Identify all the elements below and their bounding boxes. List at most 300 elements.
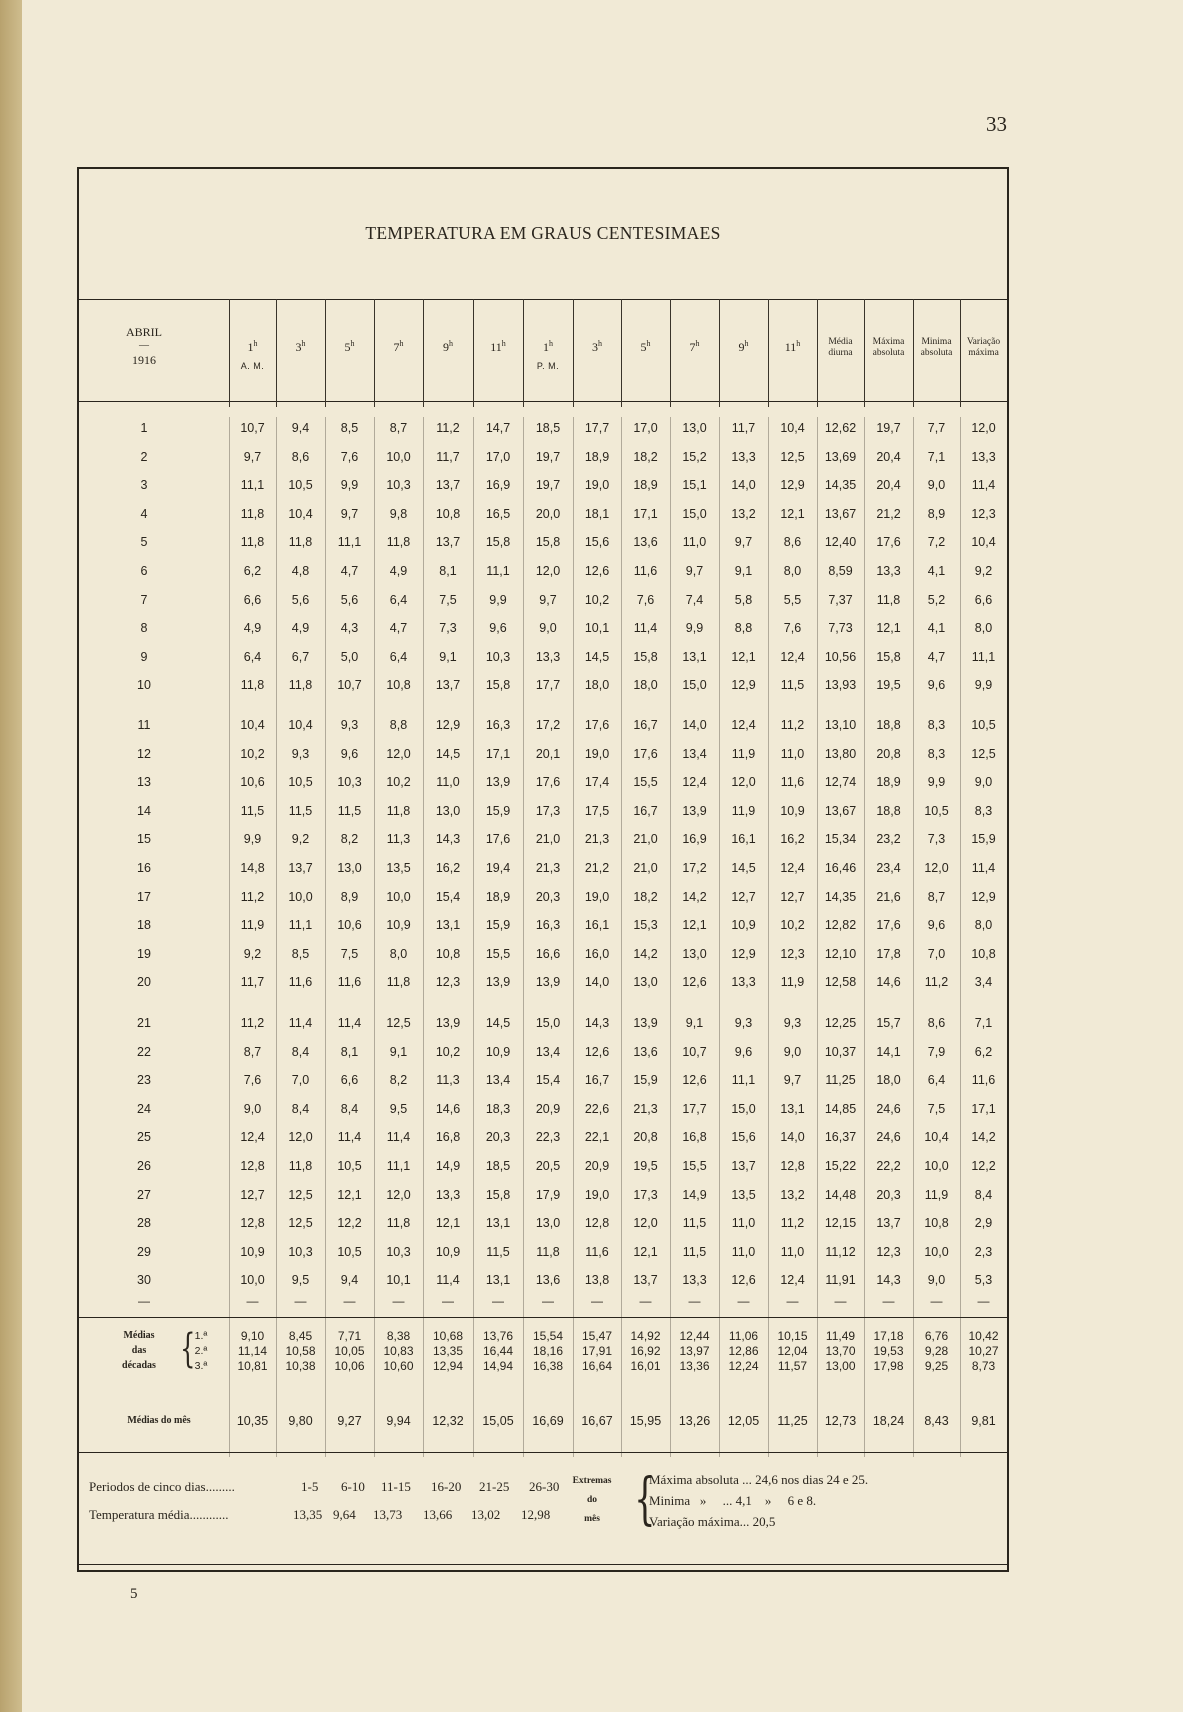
table-cell: 12,74 bbox=[824, 775, 857, 790]
table-cell: 22,3 bbox=[535, 1130, 561, 1145]
table-cell: 11,2 bbox=[240, 1016, 265, 1030]
hour-number: 3 bbox=[295, 340, 302, 354]
day-number: 1 bbox=[140, 421, 148, 435]
table-cell: 7,37 bbox=[828, 592, 853, 607]
decade-cell: 17,18 bbox=[873, 1329, 904, 1343]
table-cell: 14,1 bbox=[876, 1044, 901, 1059]
dash-cell: — bbox=[138, 1294, 150, 1308]
table-cell: 10,9 bbox=[435, 1244, 461, 1259]
table-cell: 11,8 bbox=[288, 1159, 313, 1173]
decade-cell: 12,86 bbox=[728, 1344, 759, 1358]
table-cell: 21,2 bbox=[876, 506, 901, 521]
table-cell: 9,7 bbox=[539, 592, 557, 607]
table-cell: 11,6 bbox=[971, 1073, 996, 1088]
header-variacao-maxima-2: máxima bbox=[968, 348, 999, 358]
table-cell: 17,1 bbox=[485, 746, 511, 761]
hour-suffix: h bbox=[253, 339, 258, 348]
table-cell: 10,4 bbox=[971, 535, 996, 550]
table-cell: 14,5 bbox=[584, 649, 610, 664]
day-number: 17 bbox=[137, 889, 151, 904]
table-cell: 15,6 bbox=[731, 1130, 756, 1145]
table-cell: 7,3 bbox=[439, 621, 457, 636]
table-cell: 10,5 bbox=[924, 803, 949, 818]
table-cell: 9,7 bbox=[783, 1073, 802, 1088]
table-cell: 17,4 bbox=[584, 775, 610, 790]
table-cell: 10,8 bbox=[924, 1216, 949, 1231]
table-cell: 11,2 bbox=[240, 889, 265, 904]
table-cell: 15,1 bbox=[682, 478, 707, 493]
table-cell: 7,4 bbox=[685, 592, 704, 607]
decade-cell: 9,10 bbox=[240, 1329, 265, 1343]
table-cell: 20,5 bbox=[535, 1159, 561, 1173]
table-cell: 13,1 bbox=[435, 918, 461, 933]
table-cell: 10,4 bbox=[288, 718, 313, 732]
table-cell: 10,0 bbox=[924, 1244, 949, 1259]
table-cell: 10,5 bbox=[971, 718, 996, 732]
month-mean-cell: 9,80 bbox=[288, 1414, 313, 1428]
table-cell: 19,7 bbox=[876, 421, 901, 435]
table-cell: 11,8 bbox=[240, 678, 265, 693]
table-cell: 4,7 bbox=[927, 649, 946, 664]
table-cell: 14,85 bbox=[824, 1101, 857, 1116]
table-cell: 8,2 bbox=[340, 832, 359, 847]
table-cell: 7,0 bbox=[291, 1073, 310, 1088]
day-number: 21 bbox=[137, 1016, 151, 1030]
table-cell: 17,2 bbox=[682, 861, 707, 875]
period-temp: 9,64 bbox=[333, 1507, 356, 1522]
table-cell: 12,6 bbox=[731, 1273, 756, 1288]
table-cell: 24,6 bbox=[876, 1101, 901, 1116]
month-mean-cell: 11,25 bbox=[777, 1414, 808, 1428]
decade-cell: 12,94 bbox=[432, 1359, 464, 1373]
table-cell: 7,2 bbox=[927, 535, 946, 550]
table-cell: 11,0 bbox=[780, 1244, 805, 1259]
table-cell: 10,6 bbox=[240, 775, 265, 790]
month-mean-cell: 15,05 bbox=[482, 1414, 514, 1428]
table-cell: 13,3 bbox=[535, 649, 561, 664]
day-number: 9 bbox=[140, 649, 148, 664]
decade-cell: 16,01 bbox=[630, 1359, 661, 1373]
table-cell: 8,4 bbox=[291, 1101, 310, 1116]
dash-cell: — bbox=[294, 1294, 307, 1308]
table-cell: 12,1 bbox=[337, 1187, 362, 1202]
table-cell: 11,9 bbox=[924, 1187, 949, 1202]
table-cell: 6,4 bbox=[243, 649, 262, 664]
table-cell: 11,7 bbox=[436, 449, 460, 464]
signature-mark: 5 bbox=[130, 1586, 138, 1602]
table-cell: 13,0 bbox=[535, 1216, 561, 1231]
decade-cell: 13,35 bbox=[432, 1344, 464, 1358]
table-cell: 5,6 bbox=[340, 592, 359, 607]
table-cell: 4,7 bbox=[389, 621, 408, 636]
table-cell: 10,2 bbox=[240, 746, 265, 761]
table-cell: 14,3 bbox=[584, 1016, 610, 1030]
table-cell: 18,3 bbox=[485, 1101, 511, 1116]
table-cell: 7,6 bbox=[783, 621, 802, 636]
table-cell: 15,9 bbox=[633, 1073, 658, 1088]
day-number: 18 bbox=[137, 918, 151, 933]
month-mean-cell: 15,95 bbox=[629, 1414, 662, 1428]
table-cell: 13,69 bbox=[824, 449, 857, 464]
dash-cell: — bbox=[977, 1294, 990, 1308]
table-cell: 14,35 bbox=[824, 889, 857, 904]
hour-suffix: h bbox=[695, 339, 700, 348]
dash-cell: — bbox=[492, 1294, 504, 1308]
table-cell: 12,4 bbox=[731, 718, 756, 732]
table-cell: 13,10 bbox=[824, 718, 857, 732]
table-cell: 18,9 bbox=[584, 449, 610, 464]
decade-label-3: décadas bbox=[122, 1360, 156, 1371]
table-cell: 14,2 bbox=[633, 946, 658, 961]
table-cell: 14,35 bbox=[824, 478, 857, 493]
table-cell: 11,8 bbox=[240, 506, 265, 521]
table-cell: 13,1 bbox=[485, 1273, 511, 1288]
table-cell: 8,3 bbox=[974, 803, 993, 818]
table-cell: 15,8 bbox=[633, 649, 658, 664]
table-cell: 11,3 bbox=[386, 832, 411, 847]
table-cell: 11,4 bbox=[337, 1130, 362, 1145]
header-month-rule: — bbox=[139, 340, 149, 351]
table-cell: 16,8 bbox=[682, 1130, 707, 1145]
table-cell: 11,8 bbox=[386, 535, 411, 550]
table-cell: 9,6 bbox=[340, 746, 359, 761]
table-cell: 17,6 bbox=[876, 535, 901, 550]
decade-cell: 13,00 bbox=[825, 1359, 856, 1373]
table-cell: 13,80 bbox=[824, 746, 857, 761]
table-cell: 12,58 bbox=[824, 975, 857, 990]
table-cell: 16,3 bbox=[535, 918, 561, 933]
header-media-diurna-1: Média bbox=[828, 337, 853, 347]
dash-cell: — bbox=[882, 1294, 895, 1308]
table-cell: 12,0 bbox=[535, 564, 561, 578]
table-cell: 13,2 bbox=[780, 1187, 805, 1202]
table-cell: 7,0 bbox=[927, 946, 946, 961]
page-number: 33 bbox=[986, 112, 1007, 136]
table-cell: 9,9 bbox=[243, 832, 262, 847]
table-cell: 7,6 bbox=[636, 592, 655, 607]
table-cell: 4,7 bbox=[340, 564, 359, 578]
day-number: 4 bbox=[140, 506, 148, 521]
table-cell: 21,0 bbox=[633, 861, 658, 875]
day-number: 11 bbox=[137, 718, 151, 732]
table-cell: 15,0 bbox=[682, 506, 707, 521]
decade-cell: 17,91 bbox=[581, 1344, 613, 1358]
table-cell: 15,0 bbox=[535, 1016, 561, 1030]
table-cell: 17,6 bbox=[876, 918, 901, 933]
decade-cell: 19,53 bbox=[873, 1344, 904, 1358]
table-cell: 11,5 bbox=[240, 803, 265, 818]
decade-cell: 18,16 bbox=[532, 1344, 564, 1358]
table-cell: 5,5 bbox=[783, 592, 802, 607]
period-temp: 13,35 bbox=[293, 1507, 323, 1522]
decade-cell: 10,05 bbox=[334, 1344, 365, 1358]
table-cell: 15,8 bbox=[876, 649, 901, 664]
decade-cell: 16,64 bbox=[581, 1359, 613, 1373]
table-cell: 9,5 bbox=[389, 1101, 408, 1116]
table-cell: 16,2 bbox=[435, 861, 461, 875]
table-cell: 12,0 bbox=[731, 775, 756, 790]
hour-number: 3 bbox=[592, 340, 598, 354]
table-cell: 14,9 bbox=[435, 1159, 461, 1173]
day-number: 23 bbox=[137, 1073, 151, 1088]
table-cell: 14,2 bbox=[682, 889, 707, 904]
table-cell: 13,9 bbox=[535, 975, 561, 990]
table-cell: 9,9 bbox=[974, 678, 993, 693]
table-cell: 9,7 bbox=[734, 535, 753, 550]
table-cell: 11,0 bbox=[682, 535, 707, 550]
decade-cell: 14,94 bbox=[482, 1359, 514, 1373]
hour-suffix: h bbox=[449, 339, 453, 348]
table-cell: 11,6 bbox=[780, 775, 805, 790]
day-number: 13 bbox=[137, 775, 151, 790]
dash-cell: — bbox=[591, 1294, 603, 1308]
table-cell: 9,6 bbox=[927, 918, 946, 933]
table-cell: 15,9 bbox=[971, 832, 996, 847]
table-cell: 10,4 bbox=[288, 506, 313, 521]
table-cell: 12,0 bbox=[633, 1216, 658, 1231]
table-cell: 9,2 bbox=[243, 946, 262, 961]
table-title: TEMPERATURA EM GRAUS CENTESIMAES bbox=[365, 223, 721, 243]
table-cell: 23,2 bbox=[876, 832, 901, 847]
hour-number: 11 bbox=[490, 340, 502, 354]
table-cell: 14,0 bbox=[682, 718, 707, 732]
hour-suffix: h bbox=[350, 339, 355, 348]
table-cell: 18,9 bbox=[633, 478, 658, 493]
table-cell: 8,2 bbox=[389, 1073, 408, 1088]
table-cell: 10,8 bbox=[435, 506, 461, 521]
table-cell: 10,9 bbox=[240, 1244, 265, 1259]
table-cell: 10,5 bbox=[337, 1244, 362, 1259]
table-cell: 13,3 bbox=[435, 1187, 461, 1202]
table-cell: 16,5 bbox=[485, 506, 511, 521]
table-cell: 10,2 bbox=[435, 1044, 461, 1059]
table-cell: 13,4 bbox=[682, 746, 707, 761]
table-cell: 18,0 bbox=[633, 678, 658, 693]
period-range: 11-15 bbox=[381, 1479, 411, 1494]
table-cell: 8,3 bbox=[927, 746, 946, 761]
decade-cell: 9,28 bbox=[924, 1344, 949, 1358]
extremas-label-1: Extremas bbox=[572, 1476, 612, 1486]
month-mean-cell: 12,32 bbox=[432, 1414, 464, 1428]
table-cell: 11,2 bbox=[436, 421, 460, 435]
table-cell: 13,6 bbox=[535, 1273, 561, 1288]
table-cell: 15,4 bbox=[535, 1073, 561, 1088]
table-cell: 13,0 bbox=[682, 421, 707, 435]
table-cell: 20,9 bbox=[535, 1101, 561, 1116]
table-cell: 11,8 bbox=[288, 535, 313, 550]
hour-suffix: h bbox=[399, 339, 404, 348]
table-cell: 11,4 bbox=[971, 478, 996, 493]
table-cell: 12,2 bbox=[337, 1216, 362, 1231]
table-cell: 20,4 bbox=[876, 449, 901, 464]
table-cell: 11,5 bbox=[682, 1244, 707, 1259]
decade-cell: 8,38 bbox=[386, 1329, 411, 1343]
table-cell: 14,5 bbox=[435, 746, 461, 761]
decade-ordinal: 2.ª bbox=[194, 1345, 208, 1357]
table-cell: 13,3 bbox=[971, 449, 996, 464]
table-cell: 15,22 bbox=[824, 1159, 857, 1173]
table-cell: 11,0 bbox=[780, 746, 805, 761]
decade-cell: 11,49 bbox=[825, 1329, 856, 1343]
hour-suffix: h bbox=[598, 339, 602, 348]
table-cell: 7,6 bbox=[340, 449, 359, 464]
day-number: 24 bbox=[137, 1101, 151, 1116]
hour-suffix: h bbox=[796, 339, 801, 348]
table-cell: 11,1 bbox=[486, 564, 510, 578]
table-cell: 10,3 bbox=[337, 775, 362, 790]
table-cell: 13,93 bbox=[824, 678, 857, 693]
table-cell: 9,5 bbox=[291, 1273, 310, 1288]
header-top-rule bbox=[79, 299, 1007, 300]
table-cell: 10,7 bbox=[682, 1044, 707, 1059]
table-cell: 8,6 bbox=[783, 535, 802, 550]
table-cell: 11,9 bbox=[731, 746, 756, 761]
hour-suffix: h bbox=[549, 339, 553, 348]
table-cell: 13,7 bbox=[435, 535, 461, 550]
table-cell: 4,1 bbox=[927, 621, 946, 636]
period-range: 26-30 bbox=[529, 1479, 560, 1494]
table-cell: 11,1 bbox=[731, 1073, 756, 1088]
table-cell: 11,8 bbox=[386, 1216, 411, 1231]
table-cell: 11,4 bbox=[386, 1130, 411, 1145]
table-cell: 9,0 bbox=[783, 1044, 802, 1059]
table-cell: 12,3 bbox=[971, 506, 996, 521]
table-cell: 7,73 bbox=[828, 621, 853, 636]
table-cell: 12,4 bbox=[682, 775, 707, 790]
table-cell: 13,0 bbox=[682, 946, 707, 961]
header-media-diurna-2: diurna bbox=[828, 348, 853, 358]
table-cell: 15,8 bbox=[485, 678, 511, 693]
table-cell: 9,4 bbox=[340, 1273, 359, 1288]
table-cell: 3,4 bbox=[974, 975, 993, 990]
month-mean-cell: 18,24 bbox=[872, 1414, 905, 1428]
table-cell: 2,3 bbox=[974, 1244, 993, 1259]
table-cell: 17,6 bbox=[535, 775, 561, 790]
table-cell: 11,4 bbox=[633, 621, 658, 636]
table-cell: 13,1 bbox=[780, 1101, 805, 1116]
period-temp: 13,02 bbox=[471, 1507, 501, 1522]
table-cell: 10,0 bbox=[288, 889, 313, 904]
table-cell: 8,8 bbox=[734, 621, 753, 636]
table-cell: 8,0 bbox=[974, 621, 993, 636]
table-cell: 10,7 bbox=[337, 678, 362, 693]
decade-cell: 10,58 bbox=[285, 1344, 316, 1358]
table-cell: 11,1 bbox=[386, 1159, 411, 1173]
page bbox=[22, 0, 1183, 1712]
table-cell: 15,0 bbox=[731, 1101, 756, 1116]
decade-cell: 9,25 bbox=[924, 1359, 949, 1373]
table-cell: 8,9 bbox=[340, 889, 359, 904]
table-cell: 18,2 bbox=[633, 449, 658, 464]
table-cell: 10,4 bbox=[780, 421, 805, 435]
table-cell: 6,2 bbox=[243, 564, 262, 578]
header-year: 1916 bbox=[132, 353, 156, 367]
table-cell: 21,0 bbox=[633, 832, 658, 847]
table-cell: 4,9 bbox=[389, 564, 408, 578]
table-cell: 12,8 bbox=[780, 1159, 805, 1173]
table-cell: 16,9 bbox=[682, 832, 707, 847]
table-cell: 16,46 bbox=[824, 861, 857, 875]
table-cell: 15,2 bbox=[682, 449, 707, 464]
table-cell: 12,8 bbox=[240, 1216, 265, 1231]
table-cell: 12,0 bbox=[288, 1130, 313, 1145]
table-cell: 6,2 bbox=[974, 1044, 993, 1059]
table-cell: 11,2 bbox=[780, 1216, 805, 1231]
table-cell: 7,7 bbox=[927, 421, 946, 435]
period-range: 21-25 bbox=[479, 1479, 510, 1494]
table-cell: 12,2 bbox=[971, 1159, 996, 1173]
table-cell: 6,4 bbox=[927, 1073, 946, 1088]
table-cell: 8,1 bbox=[340, 1044, 359, 1059]
table-cell: 10,9 bbox=[485, 1044, 511, 1059]
table-cell: 12,0 bbox=[971, 421, 996, 435]
header-maxima-absoluta-2: absoluta bbox=[872, 348, 905, 358]
table-cell: 11,1 bbox=[971, 649, 996, 664]
decade-cell: 16,38 bbox=[532, 1359, 564, 1373]
table-cell: 12,25 bbox=[824, 1016, 857, 1030]
table-cell: 9,7 bbox=[243, 449, 262, 464]
table-cell: 12,5 bbox=[971, 746, 996, 761]
table-cell: 14,5 bbox=[485, 1016, 511, 1030]
table-cell: 9,9 bbox=[685, 621, 704, 636]
table-cell: 12,10 bbox=[824, 946, 857, 961]
table-cell: 18,8 bbox=[876, 803, 901, 818]
table-cell: 11,4 bbox=[436, 1273, 460, 1288]
table-cell: 12,6 bbox=[682, 975, 707, 990]
table-cell: 22,6 bbox=[584, 1101, 610, 1116]
hour-number: 11 bbox=[784, 340, 797, 354]
table-cell: 8,0 bbox=[974, 918, 993, 933]
table-cell: 11,0 bbox=[731, 1216, 756, 1231]
table-cell: 14,2 bbox=[971, 1130, 996, 1145]
table-cell: 15,8 bbox=[535, 535, 561, 550]
month-mean-cell: 9,27 bbox=[337, 1414, 362, 1428]
header-hour-6 bbox=[473, 337, 523, 354]
decade-cell: 10,60 bbox=[383, 1359, 414, 1373]
table-cell: 10,9 bbox=[386, 918, 411, 933]
table-cell: 12,3 bbox=[435, 975, 461, 990]
table-cell: 10,2 bbox=[780, 918, 805, 933]
table-cell: 19,5 bbox=[633, 1159, 658, 1173]
header-hour-10 bbox=[670, 337, 719, 354]
table-cell: 12,1 bbox=[731, 649, 756, 664]
decade-cell: 13,70 bbox=[825, 1344, 856, 1358]
dash-cell: — bbox=[930, 1294, 943, 1308]
table-cell: 12,6 bbox=[682, 1073, 707, 1088]
table-cell: 18,8 bbox=[876, 718, 901, 732]
table-cell: 14,3 bbox=[435, 832, 461, 847]
decade-top-rule bbox=[79, 1317, 1007, 1318]
day-number: 14 bbox=[137, 803, 151, 818]
table-cell: 5,0 bbox=[340, 649, 359, 664]
dash-cell: — bbox=[542, 1294, 554, 1308]
table-cell: 5,8 bbox=[734, 592, 753, 607]
dash-cell: — bbox=[834, 1294, 847, 1308]
table-cell: 6,4 bbox=[389, 592, 408, 607]
table-cell: 14,0 bbox=[731, 478, 756, 493]
table-cell: 17,3 bbox=[535, 803, 561, 818]
hour-number: 1 bbox=[543, 340, 549, 354]
period-range: 16-20 bbox=[431, 1479, 462, 1494]
table-cell: 7,5 bbox=[340, 946, 359, 961]
table-cell: 16,3 bbox=[485, 718, 511, 732]
table-cell: 12,62 bbox=[824, 421, 857, 435]
table-cell: 9,1 bbox=[389, 1044, 408, 1059]
table-cell: 14,48 bbox=[824, 1187, 857, 1202]
decade-cell: 10,27 bbox=[968, 1344, 999, 1358]
day-number: 2 bbox=[140, 449, 148, 464]
hour-number: 9 bbox=[443, 340, 449, 354]
